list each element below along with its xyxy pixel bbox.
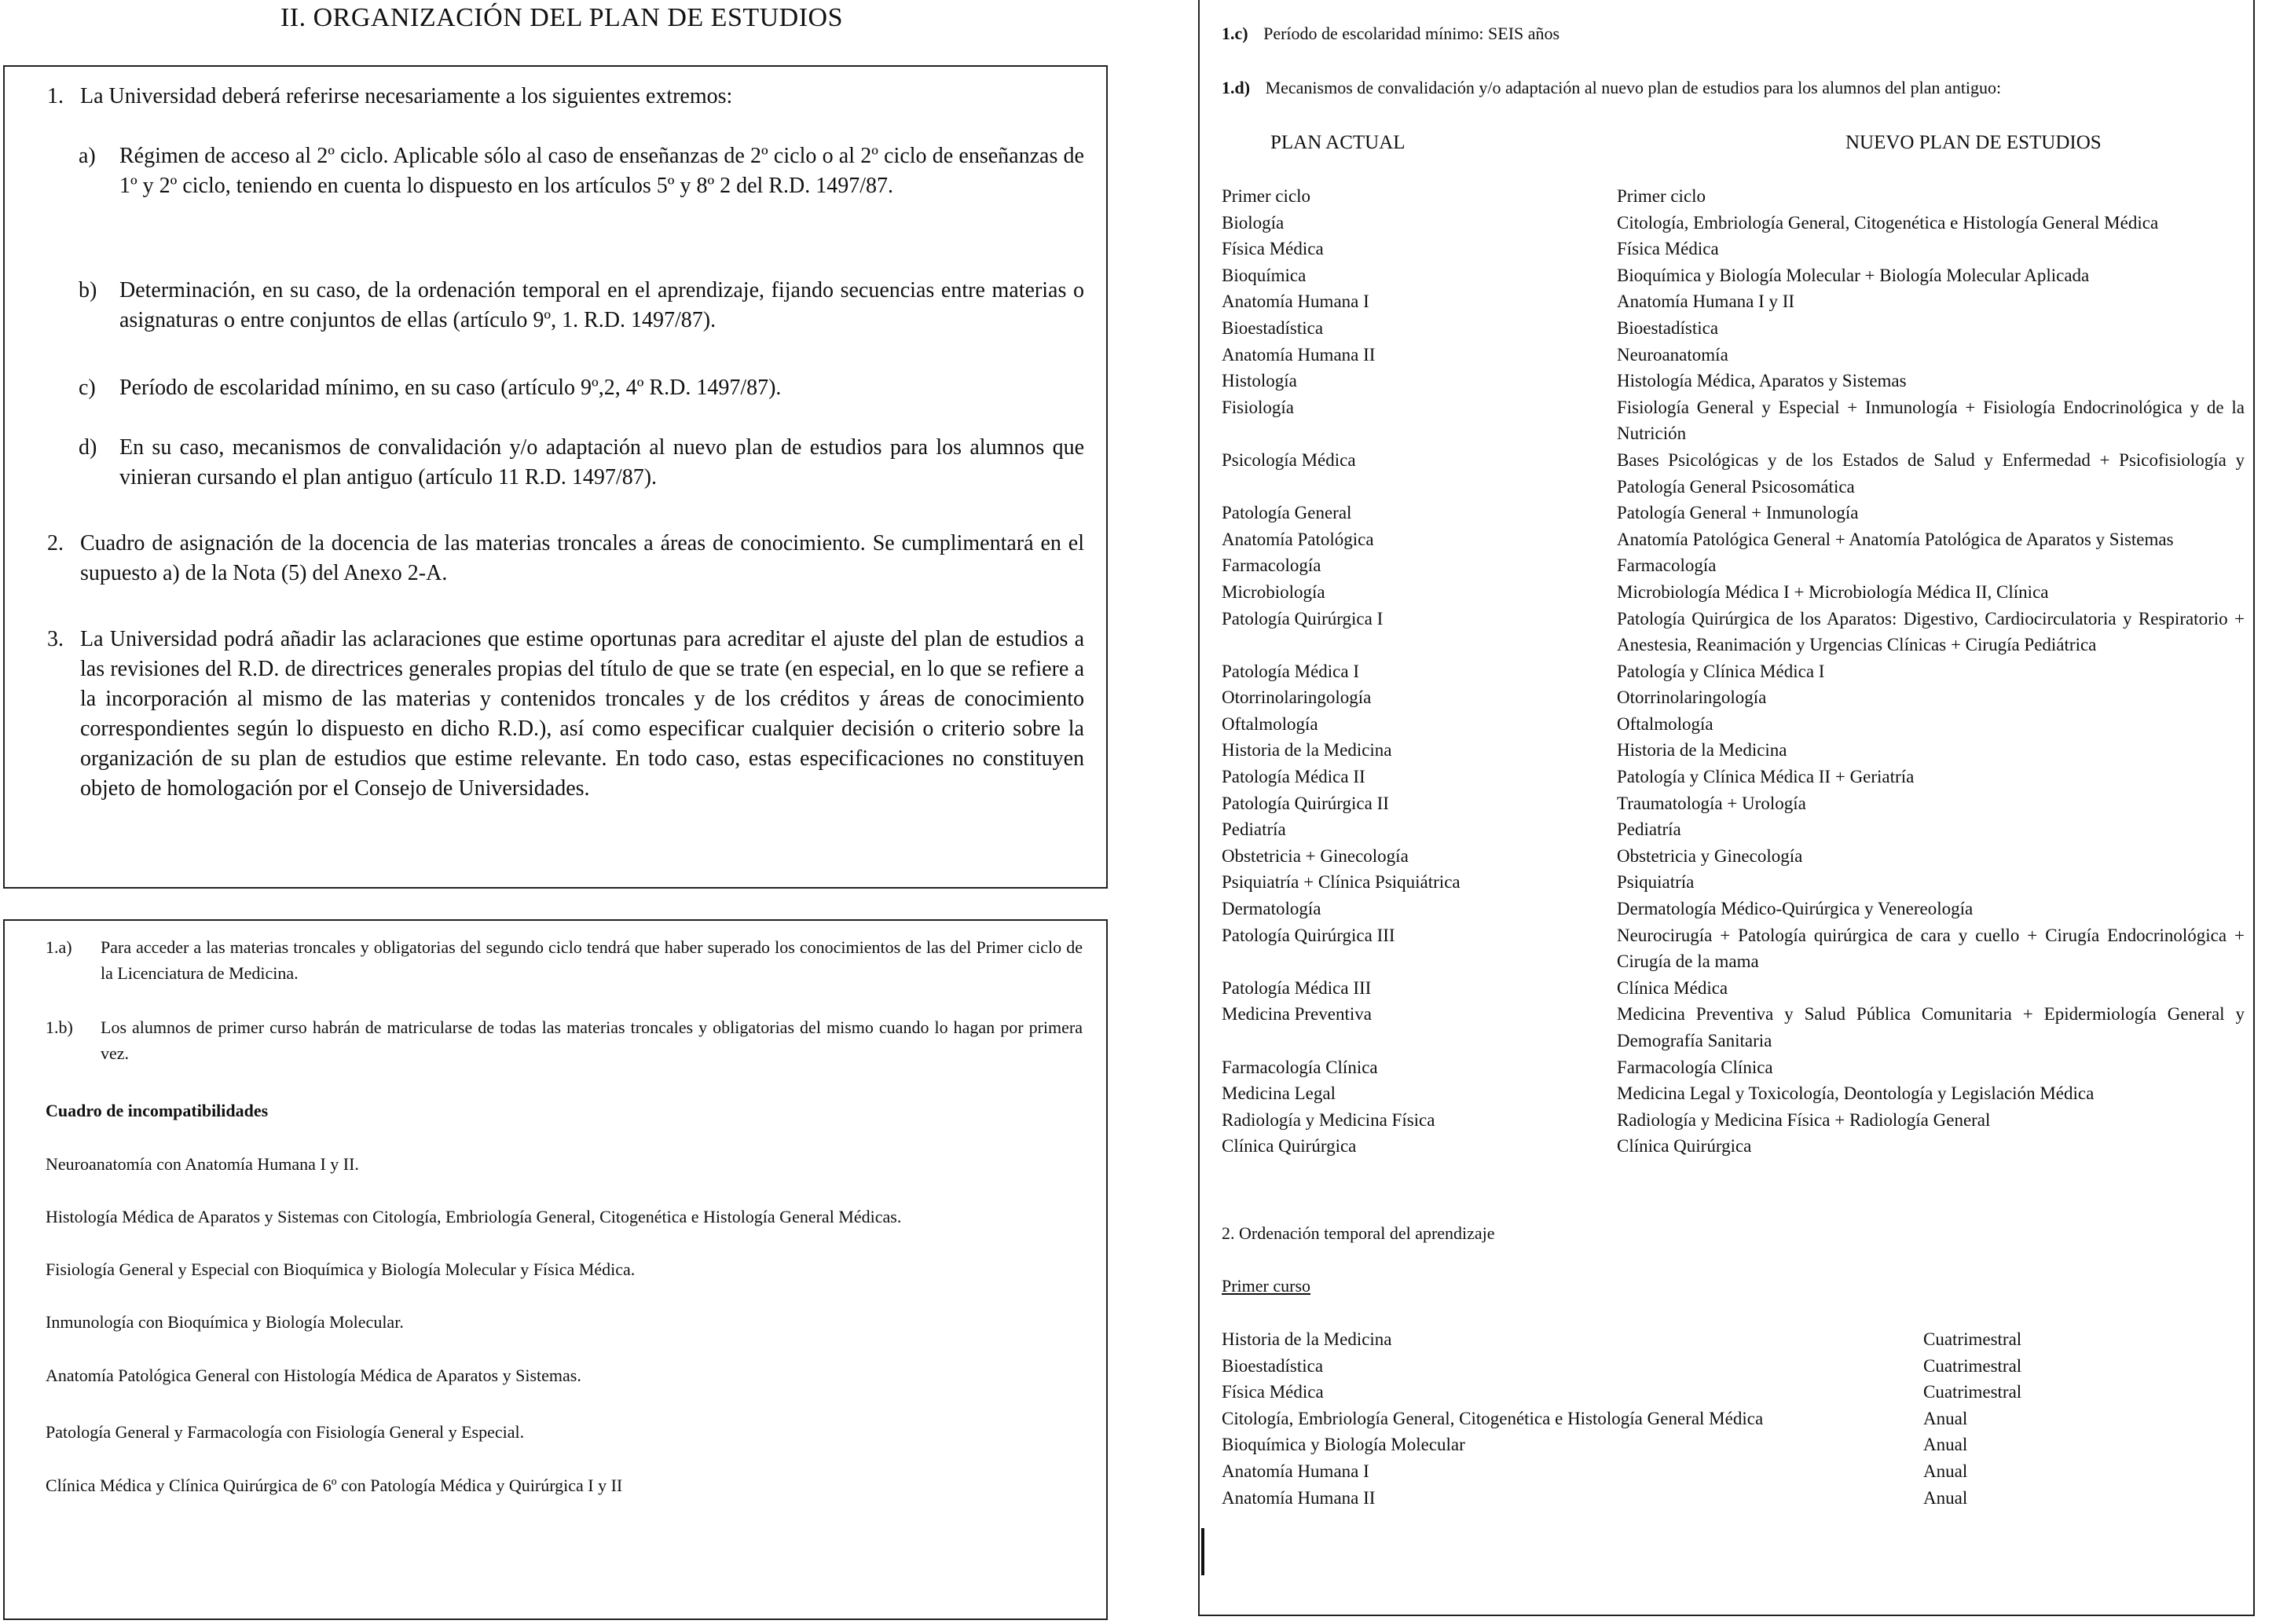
correspondence-row (1222, 579, 2251, 606)
course-row (1222, 1485, 2164, 1512)
incompatibility-item: Inmunología con Bioquímica y Biología Molecular. (46, 1312, 404, 1332)
correspondence-row (1222, 1001, 2251, 1054)
main-item-3 (47, 625, 1084, 804)
sub-text: Período de escolaridad mínimo, en su caso (artículo 9º,2, 4º R.D. 1497/87). (119, 376, 782, 400)
current-plan-subject: Patología General (1222, 503, 1352, 523)
correspondence-row (1222, 711, 2251, 738)
current-plan-subject: Historia de la Medicina (1222, 740, 1392, 761)
course-row (1222, 1379, 2164, 1406)
current-plan-subject: Patología Quirúrgica II (1222, 793, 1389, 813)
sub-label: d) (79, 435, 97, 460)
correspondence-row (1222, 1107, 2251, 1134)
sub-item-a (79, 141, 1084, 201)
new-plan-subject: Clínica Quirúrgica (1617, 1136, 1752, 1157)
correspondence-row (1222, 288, 2251, 315)
correspondence-row (1222, 368, 2251, 394)
correspondence-row (1222, 606, 2251, 658)
current-plan-subject: Microbiología (1222, 581, 1325, 602)
note-1a (46, 934, 1083, 986)
incompatibilities-title: Cuadro de incompatibilidades (46, 1101, 269, 1120)
course-row (1222, 1326, 2164, 1353)
incompatibility-item: Fisiología General y Especial con Bioquímica y Biología Molecular y Física Médica. (46, 1259, 636, 1279)
new-plan-subject: Patología y Clínica Médica I (1617, 661, 1825, 681)
sub-label: c) (79, 376, 96, 400)
current-plan-subject: Dermatología (1222, 899, 1321, 919)
correspondence-row (1222, 526, 2251, 553)
item-number: 2. (47, 531, 64, 555)
new-plan-subject: Medicina Legal y Toxicología, Deontología y Legislación Médica (1617, 1083, 2095, 1104)
item-number: 3. (47, 627, 64, 651)
correspondence-row (1222, 1054, 2251, 1081)
current-plan-subject: Patología Médica I (1222, 661, 1360, 681)
note-label: 1.b) (46, 1017, 73, 1037)
new-plan-subject: Neuroanatomía (1617, 344, 1728, 365)
current-plan-subject: Anatomía Humana II (1222, 344, 1376, 365)
new-plan-subject: Neurocirugía + Patología quirúrgica de cara y cuello + Cirugía Endocrinológica + Cirugía de la mama (1617, 925, 2245, 972)
correspondence-row (1222, 737, 2251, 764)
current-plan-subject: Anatomía Humana I (1222, 291, 1369, 312)
current-plan-subject: Patología Médica II (1222, 767, 1365, 787)
course-duration: Anual (1923, 1487, 1968, 1508)
current-plan-subject: Patología Médica III (1222, 977, 1372, 998)
course-row (1222, 1406, 2164, 1432)
course-duration: Anual (1923, 1408, 1968, 1428)
new-plan-subject: Primer ciclo (1617, 186, 1706, 206)
current-plan-subject: Oftalmología (1222, 713, 1318, 734)
temporal-order-title: 2. Ordenación temporal del aprendizaje (1222, 1223, 1495, 1243)
new-plan-subject: Patología y Clínica Médica II + Geriatría (1617, 767, 1915, 787)
note-text: Los alumnos de primer curso habrán de matricularse de todas las materias troncales y obligatorias del mismo cuando lo hagan por primera vez. (101, 1017, 1083, 1063)
current-plan-subject: Biología (1222, 212, 1285, 233)
course-name: Anatomía Humana II (1222, 1487, 1376, 1508)
note-label: 1.a) (46, 937, 72, 957)
correspondence-table (1222, 183, 2251, 1160)
current-plan-subject: Obstetricia + Ginecología (1222, 845, 1409, 866)
incompatibility-item: Clínica Médica y Clínica Quirúrgica de 6º con Patología Médica y Quirúrgica I y II (46, 1476, 623, 1495)
current-plan-subject: Radiología y Medicina Física (1222, 1109, 1435, 1130)
min-period-line (1222, 22, 1559, 46)
adaptation-text: Mecanismos de convalidación y/o adaptación al nuevo plan de estudios para los alumnos del plan antiguo: (1265, 78, 2002, 97)
correspondence-row (1222, 1080, 2251, 1107)
new-plan-subject: Anatomía Patológica General + Anatomía Patológica de Aparatos y Sistemas (1617, 529, 2174, 549)
correspondence-row (1222, 843, 2251, 870)
main-item-1 (47, 82, 1084, 112)
correspondence-row (1222, 183, 2251, 210)
incompatibility-item: Anatomía Patológica General con Histología Médica de Aparatos y Sistemas. (46, 1366, 581, 1385)
course-name: Bioestadística (1222, 1355, 1324, 1376)
course-name: Física Médica (1222, 1382, 1324, 1402)
course-duration: Anual (1923, 1435, 1968, 1455)
course-name: Citología, Embriología General, Citogenética e Histología General Médica (1222, 1408, 1764, 1428)
incompatibility-item: Histología Médica de Aparatos y Sistemas con Citología, Embriología General, Citogenética e Histología General Médicas. (46, 1207, 902, 1226)
adaptation-label: 1.d) (1222, 78, 1251, 97)
current-plan-subject: Farmacología (1222, 555, 1321, 576)
sub-text: Régimen de acceso al 2º ciclo. Aplicable sólo al caso de enseñanzas de 2º ciclo o al 2º ciclo de enseñanzas de 1º y 2º ciclo, teniendo en cuenta lo dispuesto en los artículos 5º y 8º 2 del R.D. 1497/87. (119, 144, 1084, 198)
course-name: Historia de la Medicina (1222, 1329, 1392, 1349)
correspondence-row (1222, 236, 2251, 262)
item-text: Cuadro de asignación de la docencia de las materias troncales a áreas de conocimiento. Se cumplimentará en el supuesto a) de la Nota (5) del Anexo 2-A. (80, 531, 1084, 585)
new-plan-subject: Clínica Médica (1617, 977, 1728, 998)
current-plan-subject: Física Médica (1222, 239, 1324, 259)
correspondence-row (1222, 684, 2251, 711)
sub-text: Determinación, en su caso, de la ordenación temporal en el aprendizaje, fijando secuencias entre materias o asignaturas o entre conjuntos de ellas (artículo 9º, 1. R.D. 1497/87). (119, 278, 1084, 332)
col-header-current: PLAN ACTUAL (1270, 132, 1406, 153)
sub-label: b) (79, 278, 97, 302)
margin-mark (1201, 1528, 1204, 1575)
item-text: La Universidad deberá referirse necesariamente a los siguientes extremos: (80, 84, 733, 108)
current-plan-subject: Bioestadística (1222, 317, 1324, 338)
new-plan-subject: Citología, Embriología General, Citogenética e Histología General Médica (1617, 212, 2159, 233)
correspondence-row (1222, 315, 2251, 342)
current-plan-subject: Anatomía Patológica (1222, 529, 1374, 549)
item-number: 1. (47, 84, 64, 108)
new-plan-subject: Traumatología + Urología (1617, 793, 1806, 813)
new-plan-subject: Radiología y Medicina Física + Radiología General (1617, 1109, 1991, 1130)
correspondence-row (1222, 922, 2251, 975)
current-plan-subject: Patología Quirúrgica I (1222, 608, 1384, 629)
correspondence-row (1222, 262, 2251, 289)
new-plan-subject: Microbiología Médica I + Microbiología Médica II, Clínica (1617, 581, 2049, 602)
current-plan-subject: Histología (1222, 371, 1297, 391)
new-plan-subject: Farmacología (1617, 555, 1717, 576)
course-name: Anatomía Humana I (1222, 1461, 1369, 1481)
sub-item-b (79, 276, 1084, 335)
min-period-text: Período de escolaridad mínimo: SEIS años (1263, 24, 1560, 43)
current-plan-subject: Psiquiatría + Clínica Psiquiátrica (1222, 872, 1461, 893)
new-plan-subject: Bioestadística (1617, 317, 1719, 338)
correspondence-row (1222, 1133, 2251, 1160)
current-plan-subject: Medicina Legal (1222, 1083, 1336, 1104)
current-plan-subject: Psicología Médica (1222, 449, 1356, 470)
new-plan-subject: Medicina Preventiva y Salud Pública Comunitaria + Epidermiología General y Demografía Sanitaria (1617, 1004, 2245, 1050)
course-row (1222, 1353, 2164, 1380)
sub-text: En su caso, mecanismos de convalidación y/o adaptación al nuevo plan de estudios para los alumnos que vinieran cursando el plan antiguo (artículo 11 R.D. 1497/87). (119, 435, 1084, 489)
current-plan-subject: Otorrinolaringología (1222, 687, 1372, 708)
min-period-label: 1.c) (1222, 24, 1248, 43)
new-plan-subject: Física Médica (1617, 239, 1719, 259)
note-text: Para acceder a las materias troncales y obligatorias del segundo ciclo tendrá que haber superado los conocimientos de las del Primer ciclo de la Licenciatura de Medicina. (101, 937, 1083, 983)
main-item-2 (47, 529, 1084, 588)
incompatibility-item: Patología General y Farmacología con Fisiología General y Especial. (46, 1422, 525, 1442)
correspondence-row (1222, 552, 2251, 579)
incompatibility-item: Neuroanatomía con Anatomía Humana I y II. (46, 1154, 359, 1174)
current-plan-subject: Patología Quirúrgica III (1222, 925, 1395, 945)
current-plan-subject: Bioquímica (1222, 265, 1307, 285)
current-plan-subject: Farmacología Clínica (1222, 1057, 1378, 1077)
adaptation-line (1222, 76, 2001, 100)
new-plan-subject: Historia de la Medicina (1617, 740, 1787, 761)
new-plan-subject: Oftalmología (1617, 713, 1713, 734)
correspondence-row (1222, 447, 2251, 500)
new-plan-subject: Patología General + Inmunología (1617, 503, 1859, 523)
current-plan-subject: Primer ciclo (1222, 186, 1311, 206)
new-plan-subject: Pediatría (1617, 819, 1681, 840)
current-plan-subject: Pediatría (1222, 819, 1286, 840)
correspondence-row (1222, 816, 2251, 843)
correspondence-row (1222, 790, 2251, 817)
course-duration: Cuatrimestral (1923, 1355, 2022, 1376)
new-plan-subject: Psiquiatría (1617, 872, 1695, 893)
course-duration: Cuatrimestral (1923, 1382, 2022, 1402)
new-plan-subject: Otorrinolaringología (1617, 687, 1767, 708)
sub-label: a) (79, 144, 96, 168)
course-duration: Anual (1923, 1461, 1968, 1481)
first-year-title: Primer curso (1222, 1276, 1311, 1296)
correspondence-row (1222, 342, 2251, 368)
sub-item-c (79, 373, 1084, 403)
course-row (1222, 1458, 2164, 1485)
new-plan-subject: Fisiología General y Especial + Inmunología + Fisiología Endocrinológica y de la Nutrición (1617, 397, 2245, 444)
course-row (1222, 1432, 2164, 1458)
course-name: Bioquímica y Biología Molecular (1222, 1435, 1465, 1455)
correspondence-row (1222, 658, 2251, 685)
correspondence-row (1222, 869, 2251, 896)
correspondence-row (1222, 500, 2251, 526)
new-plan-subject: Patología Quirúrgica de los Aparatos: Digestivo, Cardiocirculatoria y Respiratorio + Anestesia, Reanimación y Urgencias Clínicas + Cirugía Pediátrica (1617, 608, 2245, 655)
new-plan-subject: Anatomía Humana I y II (1617, 291, 1795, 312)
item-text: La Universidad podrá añadir las aclaraciones que estime oportunas para acreditar el ajuste del plan de estudios a las revisiones del R.D. de directrices generales propias del título de que se trate (en especial, en lo que se refiere a la incorporación al mismo de las materias y contenidos troncales y de los créditos y áreas de conocimiento correspondientes según lo dispuesto en dicho R.D.), así como especificar cualquier decisión o criterio sobre la organización de su plan de estudios que estime relevante. En todo caso, estas especificaciones no constituyen objeto de homologación por el Consejo de Universidades. (80, 627, 1084, 801)
note-1b (46, 1014, 1083, 1066)
sub-item-d (79, 433, 1084, 493)
current-plan-subject: Clínica Quirúrgica (1222, 1136, 1357, 1157)
correspondence-row (1222, 975, 2251, 1002)
correspondence-row (1222, 896, 2251, 922)
new-plan-subject: Bioquímica y Biología Molecular + Biología Molecular Aplicada (1617, 265, 2090, 285)
new-plan-subject: Obstetricia y Ginecología (1617, 845, 1803, 866)
new-plan-subject: Dermatología Médico-Quirúrgica y Venereología (1617, 899, 1974, 919)
new-plan-subject: Bases Psicológicas y de los Estados de Salud y Enfermedad + Psicofisiología y Patología General Psicosomática (1617, 449, 2245, 497)
correspondence-row (1222, 394, 2251, 447)
col-header-new: NUEVO PLAN DE ESTUDIOS (1845, 132, 2102, 153)
course-duration: Cuatrimestral (1923, 1329, 2022, 1349)
current-plan-subject: Medicina Preventiva (1222, 1004, 1372, 1025)
new-plan-subject: Histología Médica, Aparatos y Sistemas (1617, 371, 1907, 391)
first-year-table (1222, 1326, 2164, 1511)
correspondence-row (1222, 764, 2251, 790)
correspondence-row (1222, 210, 2251, 236)
new-plan-subject: Farmacología Clínica (1617, 1057, 1773, 1077)
current-plan-subject: Fisiología (1222, 397, 1295, 417)
page-title: II. ORGANIZACIÓN DEL PLAN DE ESTUDIOS (280, 3, 844, 32)
